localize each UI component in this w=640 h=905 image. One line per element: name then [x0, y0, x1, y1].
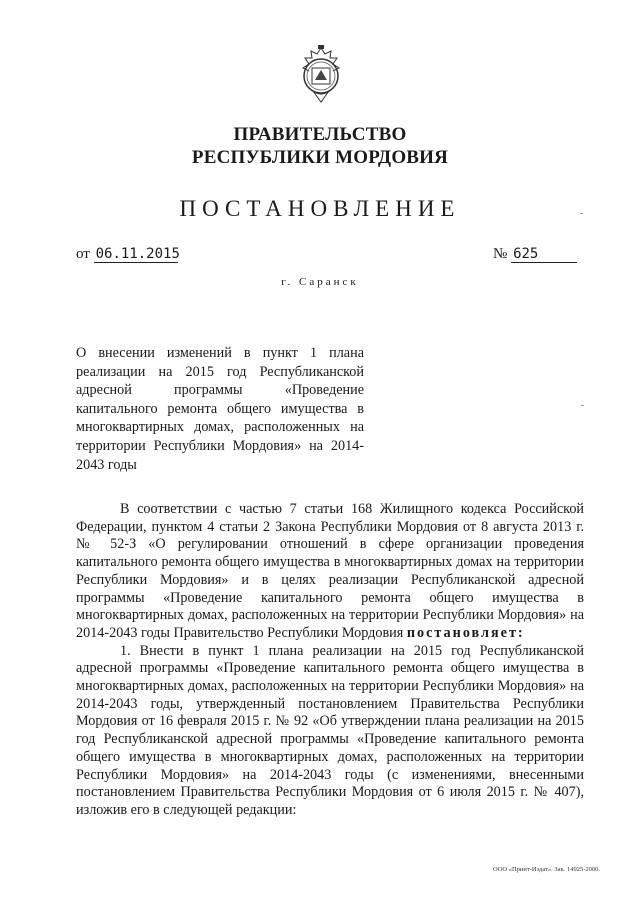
printer-footer: ООО «Принт-Издат». Зак. 14925-2000. [493, 866, 600, 873]
government-title-line1: ПРАВИТЕЛЬСТВО [233, 124, 407, 145]
coat-of-arms-emblem-icon [297, 44, 345, 106]
number-value: 625 [511, 246, 577, 263]
number-prefix: № [493, 246, 508, 262]
number-row [493, 246, 577, 263]
government-title-line2: РЕСПУБЛИКИ МОРДОВИЯ [191, 147, 449, 168]
paragraph-preamble [76, 501, 584, 643]
preface-title: О внесении изменений в пункт 1 плана реализации на 2015 год Республиканской адресной программы «Проведение капитального ремонта общего имущества в многоквартирных домах, расположенных на территории Республики Мордовия» на 2014-2043 годы [76, 345, 364, 473]
decree-word: постановляет: [406, 624, 525, 641]
date-value: 06.11.2015 [95, 246, 180, 262]
paragraph-item-1: 1. Внести в пункт 1 плана реализации на 2015 год Республиканской адресной программы «Проведение капитального ремонта общего имущества в многоквартирных домах, расположенных на территории Республики Мордовия» на 2014-2043 годы, утвержденный постановлением Правительства Республики Мордовия от 16 февраля 2015 г. № 92 «Об утверждении плана реализации на 2015 год Республиканской адресной программы «Проведение капитального ремонта общего имущества в многоквартирных домах, расположенных на территории Республики Мордовия» на 2014-2043 годы (с изменениями, внесенными постановлением Правительства Республики Мордовия от 6 июля 2015 г. № 407), изложив его в следующей редакции: [76, 642, 584, 818]
document-type: ПОСТАНОВЛЕНИЕ [179, 196, 461, 221]
scan-mark [580, 213, 583, 214]
date-prefix: от [76, 246, 90, 262]
city-label: г. Саранск [281, 276, 359, 288]
preamble-text: В соответствии с частью 7 статьи 168 Жилищного кодекса Российской Федерации, пунктом 4 статьи 2 Закона Республики Мордовия от 8 августа 2013 г. № 52-З «О регулировании отношений в сфере организации проведения капитального ремонта общего имущества в многоквартирных домах на территории Республики Мордовия» и в целях реализации Республиканской адресной программы «Проведение капитального ремонта общего имущества в многоквартирных домах, расположенных на территории Республики Мордовия» на 2014-2043 годы Правительство Республики Мордовия [76, 501, 584, 641]
scan-mark [581, 405, 584, 406]
document-body [76, 501, 584, 820]
date-row [76, 246, 178, 263]
